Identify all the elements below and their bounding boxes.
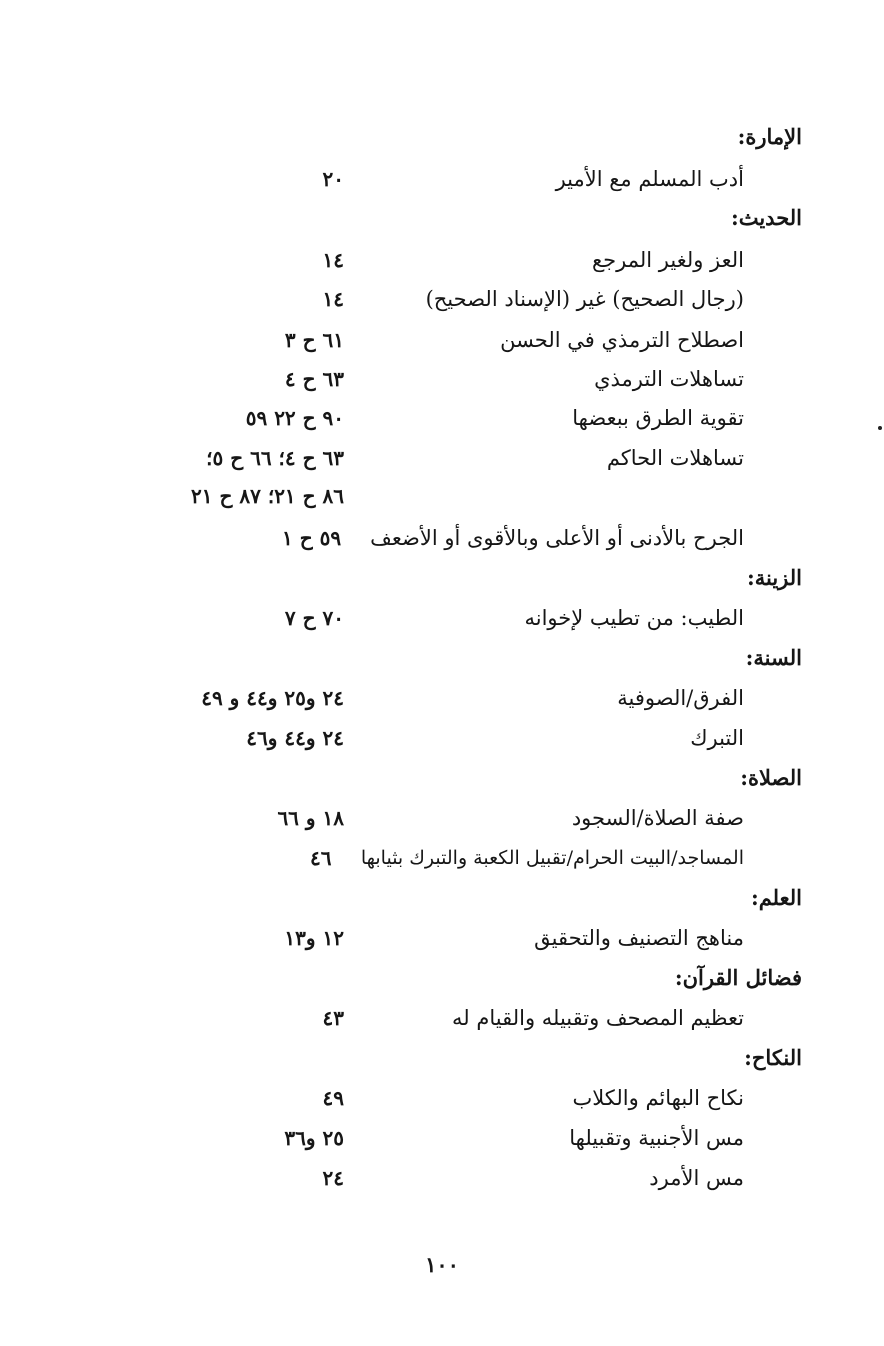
index-entry — [0, 1118, 884, 1158]
heading-salat-line — [0, 758, 884, 798]
entry-topic: تقوية الطرق ببعضها — [572, 406, 744, 430]
index-entry — [0, 518, 884, 558]
entry-topic: صفة الصلاة/السجود — [571, 806, 744, 830]
index-entry — [0, 1078, 884, 1118]
entry-page-ref: ١٢ و١٣ — [284, 926, 344, 950]
section-heading: الإمارة: — [737, 124, 802, 149]
entry-topic: أدب المسلم مع الأمير — [555, 167, 744, 191]
entry-topic: تعظيم المصحف وتقبيله والقيام له — [452, 1006, 744, 1030]
index-entry — [0, 798, 884, 838]
entry-topic: تساهلات الحاكم — [606, 446, 744, 470]
index-entry — [0, 838, 884, 878]
entry-topic: مناهج التصنيف والتحقيق — [534, 926, 744, 950]
entry-page-ref: ٥٩ ح ١ — [282, 526, 342, 550]
entry-page-ref: ١٤ — [322, 248, 344, 272]
entry-page-ref: ٨٦ ح ٢١؛ ٨٧ ح ٢١ — [191, 484, 344, 508]
entry-page-ref: ٦٣ ح ٤؛ ٦٦ ح ٥؛ — [206, 446, 344, 470]
heading-quran-line — [0, 958, 884, 998]
index-entry — [0, 998, 884, 1038]
index-entry — [0, 240, 884, 280]
entry-page-ref: ٤٣ — [322, 1006, 344, 1030]
index-entry — [0, 398, 884, 438]
heading-emara-line — [0, 117, 884, 157]
heading-sunna-line — [0, 638, 884, 678]
entry-page-ref: ١٨ و ٦٦ — [277, 806, 344, 830]
heading-ilm-line — [0, 878, 884, 918]
entry-topic: التبرك — [690, 726, 744, 750]
entry-topic: العز ولغير المرجع — [591, 248, 744, 272]
heading-zina-line — [0, 558, 884, 598]
entry-topic: مس الأمرد — [649, 1166, 744, 1190]
entry-topic: (رجال الصحيح) غير (الإسناد الصحيح) — [425, 287, 744, 311]
entry-topic: اصطلاح الترمذي في الحسن — [500, 328, 744, 352]
index-entry — [0, 678, 884, 718]
index-entry — [0, 159, 884, 199]
entry-topic: مس الأجنبية وتقبيلها — [569, 1126, 744, 1150]
section-heading: النكاح: — [744, 1045, 802, 1070]
entry-topic: المساجد/البيت الحرام/تقبيل الكعبة والتبرك بثيابها — [360, 847, 744, 869]
entry-page-ref: ٢٤ — [322, 1166, 344, 1190]
page-number: ١٠٠ — [425, 1252, 459, 1277]
entry-topic: الفرق/الصوفية — [617, 686, 744, 710]
entry-topic: الطيب: من تطيب لإخوانه — [524, 606, 744, 630]
section-heading: الزينة: — [746, 565, 802, 590]
index-entry-continuation — [0, 476, 884, 516]
entry-page-ref: ٦١ ح ٣ — [284, 328, 344, 352]
heading-nikah-line — [0, 1038, 884, 1078]
entry-page-ref: ٩٠ ح ٢٢ ٥٩ — [245, 406, 344, 430]
entry-page-ref: ٤٩ — [322, 1086, 344, 1110]
entry-page-ref: ٤٦ — [310, 846, 332, 870]
index-entry — [0, 718, 884, 758]
entry-page-ref: ١٤ — [322, 287, 344, 311]
section-heading: الحديث: — [730, 205, 802, 230]
index-entry — [0, 918, 884, 958]
section-heading: الصلاة: — [740, 765, 802, 790]
index-entry — [0, 598, 884, 638]
section-heading: فضائل القرآن: — [674, 965, 802, 990]
entry-page-ref: ٢٠ — [322, 167, 344, 191]
heading-hadith-line — [0, 198, 884, 238]
entry-page-ref: ٧٠ ح ٧ — [284, 606, 344, 630]
entry-page-ref: ٦٣ ح ٤ — [284, 367, 344, 391]
section-heading: السنة: — [745, 645, 802, 670]
index-entry — [0, 438, 884, 478]
entry-page-ref: ٢٥ و٣٦ — [284, 1126, 344, 1150]
entry-topic: الجرح بالأدنى أو الأعلى وبالأقوى أو الأضعف — [370, 526, 744, 550]
section-heading: العلم: — [750, 885, 802, 910]
entry-topic: تساهلات الترمذي — [594, 367, 744, 391]
entry-topic: نكاح البهائم والكلاب — [572, 1086, 744, 1110]
index-entry — [0, 279, 884, 319]
index-entry — [0, 1158, 884, 1198]
edge-dot — [878, 426, 882, 430]
index-entry — [0, 320, 884, 360]
entry-page-ref: ٢٤ و٤٤ و٤٦ — [246, 726, 344, 750]
entry-page-ref: ٢٤ و٢٥ و٤٤ و ٤٩ — [201, 686, 344, 710]
index-entry — [0, 359, 884, 399]
